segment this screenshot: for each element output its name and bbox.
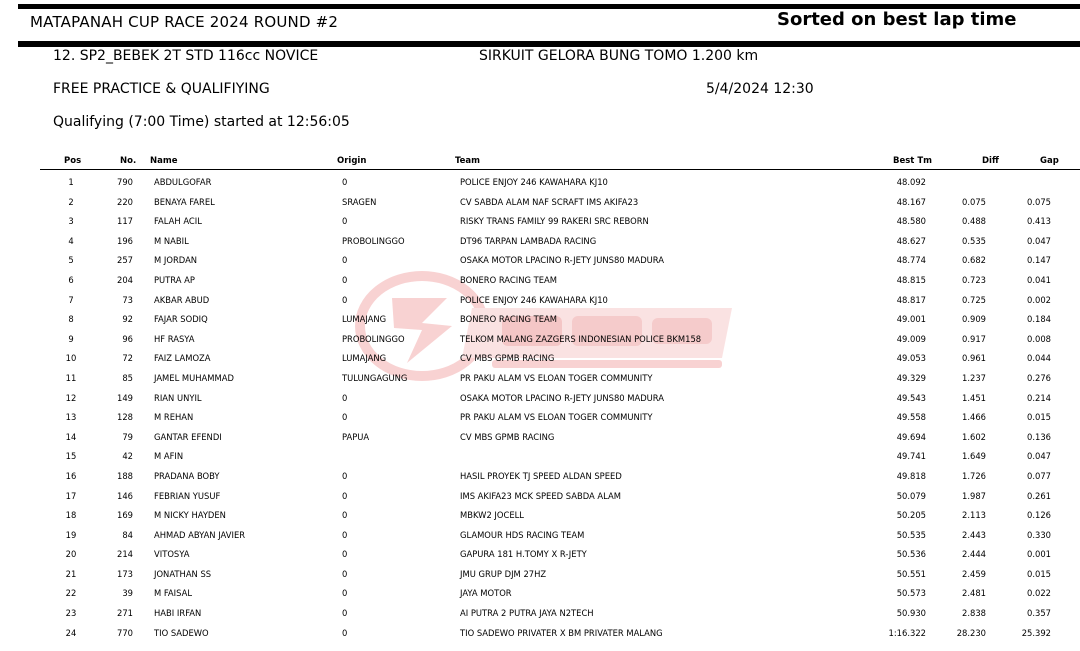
row-best-time: 49.543 [896,392,926,403]
col-header-best-time: Best Tm [893,156,932,166]
row-diff: 2.459 [962,568,986,579]
row-pos: 13 [65,412,77,423]
row-team: PR PAKU ALAM VS ELOAN TOGER COMMUNITY [460,372,653,383]
table-row [0,544,1080,564]
row-best-time: 49.329 [896,372,926,383]
row-team: CV SABDA ALAM NAF SCRAFT IMS AKIFA23 [460,196,639,207]
row-origin: LUMAJANG [342,314,387,325]
row-origin: 0 [342,627,348,638]
row-origin: TULUNGAGUNG [342,372,408,383]
table-row [0,290,1080,310]
row-pos: 12 [65,392,77,403]
row-origin: 0 [342,490,348,501]
row-team: AI PUTRA 2 PUTRA JAYA N2TECH [460,608,594,619]
row-name: FEBRIAN YUSUF [154,490,221,501]
col-header-pos: Pos [64,156,82,166]
row-team: MBKW2 JOCELL [460,510,524,521]
table-row [0,623,1080,643]
table-row [0,270,1080,290]
row-name: HF RASYA [154,333,195,344]
row-pos: 19 [65,529,77,540]
row-best-time: 48.580 [896,216,926,227]
table-row [0,525,1080,545]
row-number: 214 [117,549,133,560]
row-number: 169 [117,510,133,521]
row-gap: 0.047 [1027,451,1051,462]
row-diff: 1.451 [962,392,986,403]
table-row [0,564,1080,584]
row-pos: 4 [68,235,74,246]
row-name: AKBAR ABUD [154,294,210,305]
row-best-time: 49.053 [896,353,926,364]
row-best-time: 50.079 [896,490,926,501]
sort-title: Sorted on best lap time [777,9,1017,30]
table-row [0,368,1080,388]
row-gap: 0.047 [1027,235,1051,246]
row-gap: 0.330 [1027,529,1051,540]
row-number: 92 [122,314,133,325]
table-row [0,505,1080,525]
row-origin: 0 [342,470,348,481]
row-gap: 0.077 [1027,470,1051,481]
table-row [0,231,1080,251]
col-header-no: No. [120,156,137,166]
row-best-time: 49.001 [896,314,926,325]
results-table [0,172,1080,642]
row-number: 85 [122,372,133,383]
row-name: AHMAD ABYAN JAVIER [154,529,246,540]
row-team: RISKY TRANS FAMILY 99 RAKERI SRC REBORN [460,216,649,227]
row-number: 96 [122,333,133,344]
row-number: 790 [117,177,133,187]
row-number: 42 [122,451,133,462]
row-best-time: 50.551 [896,568,926,579]
row-number: 39 [122,588,133,599]
row-gap: 0.015 [1027,412,1051,423]
row-gap: 0.126 [1027,510,1051,521]
row-team: OSAKA MOTOR LPACINO R-JETY JUNS80 MADURA [460,255,664,266]
row-team: BONERO RACING TEAM [460,274,557,285]
row-diff: 0.909 [962,314,986,325]
row-origin: LUMAJANG [342,353,387,364]
row-pos: 2 [68,196,74,207]
table-row [0,309,1080,329]
row-origin: 0 [342,510,348,521]
row-best-time: 50.930 [896,608,926,619]
row-gap: 0.147 [1027,255,1051,266]
row-number: 79 [122,431,133,442]
row-origin: 0 [342,588,348,599]
row-origin: 0 [342,216,348,227]
row-gap: 0.261 [1027,490,1051,501]
row-team: TELKOM MALANG ZAZGERS INDONESIAN POLICE BKM158 [460,333,702,344]
row-best-time: 48.167 [896,196,926,207]
row-name: VITOSYA [154,549,190,560]
session-name: FREE PRACTICE & QUALIFIYING [53,81,270,97]
row-pos: 23 [65,608,77,619]
row-origin: 0 [342,294,348,305]
row-diff: 1.987 [962,490,986,501]
row-number: 271 [117,608,133,619]
row-number: 204 [117,274,133,285]
col-header-diff: Diff [982,156,999,166]
row-best-time: 49.009 [896,333,926,344]
row-team: IMS AKIFA23 MCK SPEED SABDA ALAM [460,490,621,501]
row-gap: 0.015 [1027,568,1051,579]
row-name: PRADANA BOBY [154,470,220,481]
row-pos: 15 [65,451,77,462]
header-rule [18,41,1080,47]
row-gap: 0.413 [1027,216,1051,227]
row-number: 220 [117,196,133,207]
row-diff: 28.230 [956,627,986,638]
row-gap: 0.357 [1027,608,1051,619]
row-number: 188 [117,470,133,481]
row-name: M NICKY HAYDEN [154,510,226,521]
row-pos: 20 [65,549,77,560]
row-origin: 0 [342,549,348,560]
table-row [0,407,1080,427]
row-number: 257 [117,255,133,266]
row-origin: PROBOLINGGO [342,333,405,344]
row-best-time: 48.627 [896,235,926,246]
row-diff: 2.443 [962,529,986,540]
row-pos: 3 [68,216,74,227]
row-number: 770 [117,627,133,638]
row-name: M JORDAN [154,255,198,266]
row-diff: 2.481 [962,588,986,599]
row-best-time: 48.092 [896,177,926,187]
row-pos: 16 [65,470,77,481]
col-header-gap: Gap [1040,156,1059,166]
table-row [0,446,1080,466]
table-row [0,427,1080,447]
session-start-note: Qualifying (7:00 Time) started at 12:56:05 [53,114,350,130]
table-row [0,329,1080,349]
row-team: GLAMOUR HDS RACING TEAM [460,529,585,540]
row-pos: 5 [68,255,74,266]
table-row [0,250,1080,270]
row-origin: 0 [342,392,348,403]
row-best-time: 50.205 [896,510,926,521]
row-pos: 18 [65,510,77,521]
row-number: 173 [117,568,133,579]
row-diff: 1.649 [962,451,986,462]
header-underline [40,169,1080,170]
row-pos: 8 [68,314,74,325]
row-origin: SRAGEN [342,196,377,207]
row-pos: 24 [65,627,77,638]
row-diff: 1.726 [962,470,986,481]
row-best-time: 50.573 [896,588,926,599]
table-row [0,211,1080,231]
row-pos: 6 [68,274,74,285]
table-row [0,192,1080,212]
row-team: CV MBS GPMB RACING [460,431,555,442]
row-diff: 0.961 [962,353,986,364]
row-pos: 9 [68,333,74,344]
row-pos: 14 [65,431,77,442]
row-best-time: 48.817 [896,294,926,305]
row-number: 73 [122,294,133,305]
row-team: PR PAKU ALAM VS ELOAN TOGER COMMUNITY [460,412,653,423]
row-name: M AFIN [154,451,184,462]
row-name: BENAYA FAREL [154,196,215,207]
row-diff: 1.602 [962,431,986,442]
row-gap: 0.214 [1027,392,1051,403]
table-row [0,583,1080,603]
row-number: 72 [122,353,133,364]
row-diff: 0.075 [962,196,986,207]
row-diff: 0.917 [962,333,986,344]
row-number: 196 [117,235,133,246]
row-gap: 0.008 [1027,333,1051,344]
row-best-time: 49.558 [896,412,926,423]
table-row [0,466,1080,486]
row-gap: 0.041 [1027,274,1051,285]
col-header-name: Name [150,156,178,166]
row-team: BONERO RACING TEAM [460,314,557,325]
row-diff: 0.535 [962,235,986,246]
row-pos: 10 [65,353,77,364]
session-datetime: 5/4/2024 12:30 [706,81,814,97]
row-best-time: 50.536 [896,549,926,560]
row-number: 128 [117,412,133,423]
row-origin: 0 [342,177,348,187]
class-name: 12. SP2_BEBEK 2T STD 116cc NOVICE [53,48,319,64]
row-name: GANTAR EFENDI [154,431,222,442]
row-number: 117 [117,216,133,227]
row-gap: 0.001 [1027,549,1051,560]
row-origin: 0 [342,412,348,423]
row-origin: 0 [342,608,348,619]
row-gap: 0.276 [1027,372,1051,383]
row-team: TIO SADEWO PRIVATER X BM PRIVATER MALANG [460,627,663,638]
row-best-time: 48.815 [896,274,926,285]
row-gap: 0.075 [1027,196,1051,207]
row-name: JAMEL MUHAMMAD [154,372,234,383]
row-number: 84 [122,529,133,540]
row-name: RIAN UNYIL [154,392,202,403]
row-gap: 0.022 [1027,588,1051,599]
row-best-time: 50.535 [896,529,926,540]
row-name: M NABIL [154,235,189,246]
row-origin: 0 [342,274,348,285]
row-name: M FAISAL [154,588,193,599]
row-team: POLICE ENJOY 246 KAWAHARA KJ10 [460,177,608,187]
row-diff: 0.488 [962,216,986,227]
row-diff: 1.466 [962,412,986,423]
row-best-time: 1:16.322 [888,627,926,638]
col-header-origin: Origin [337,156,367,166]
row-origin: 0 [342,568,348,579]
table-row [0,603,1080,623]
row-number: 149 [117,392,133,403]
row-diff: 2.444 [962,549,986,560]
row-diff: 1.237 [962,372,986,383]
col-header-team: Team [455,156,481,166]
row-pos: 11 [65,372,77,383]
row-gap: 0.184 [1027,314,1051,325]
row-name: JONATHAN SS [154,568,212,579]
row-team: OSAKA MOTOR LPACINO R-JETY JUNS80 MADURA [460,392,664,403]
row-team: JAYA MOTOR [460,588,512,599]
row-diff: 0.682 [962,255,986,266]
row-best-time: 49.694 [896,431,926,442]
row-diff: 0.723 [962,274,986,285]
row-origin: 0 [342,255,348,266]
row-team: GAPURA 181 H.TOMY X R-JETY [460,549,587,560]
row-name: FAIZ LAMOZA [154,353,211,364]
row-gap: 0.136 [1027,431,1051,442]
circuit-name: SIRKUIT GELORA BUNG TOMO 1.200 km [479,48,759,64]
row-best-time: 49.818 [896,470,926,481]
table-row [0,388,1080,408]
row-team: POLICE ENJOY 246 KAWAHARA KJ10 [460,294,608,305]
row-number: 146 [117,490,133,501]
row-name: ABDULGOFAR [154,177,212,187]
row-diff: 0.725 [962,294,986,305]
row-name: FALAH ACIL [154,216,202,227]
row-pos: 21 [65,568,77,579]
row-gap: 0.044 [1027,353,1051,364]
table-row [0,172,1080,192]
row-team: JMU GRUP DJM 27HZ [460,568,547,579]
row-name: TIO SADEWO [154,627,209,638]
row-name: PUTRA AP [154,274,195,285]
table-row [0,486,1080,506]
row-pos: 1 [68,177,74,187]
row-pos: 17 [65,490,77,501]
row-name: M REHAN [154,412,194,423]
row-pos: 22 [65,588,77,599]
row-team: HASIL PROYEK TJ SPEED ALDAN SPEED [460,470,622,481]
row-best-time: 49.741 [896,451,926,462]
row-origin: 0 [342,529,348,540]
row-origin: PAPUA [342,431,370,442]
table-row [0,348,1080,368]
row-name: FAJAR SODIQ [154,314,208,325]
row-team: DT96 TARPAN LAMBADA RACING [460,235,597,246]
row-team: CV MBS GPMB RACING [460,353,555,364]
row-gap: 25.392 [1021,627,1051,638]
row-diff: 2.838 [962,608,986,619]
event-title: MATAPANAH CUP RACE 2024 ROUND #2 [30,13,339,31]
row-name: HABI IRFAN [154,608,202,619]
row-gap: 0.002 [1027,294,1051,305]
row-diff: 2.113 [962,510,986,521]
row-origin: PROBOLINGGO [342,235,405,246]
row-best-time: 48.774 [896,255,926,266]
row-pos: 7 [68,294,74,305]
